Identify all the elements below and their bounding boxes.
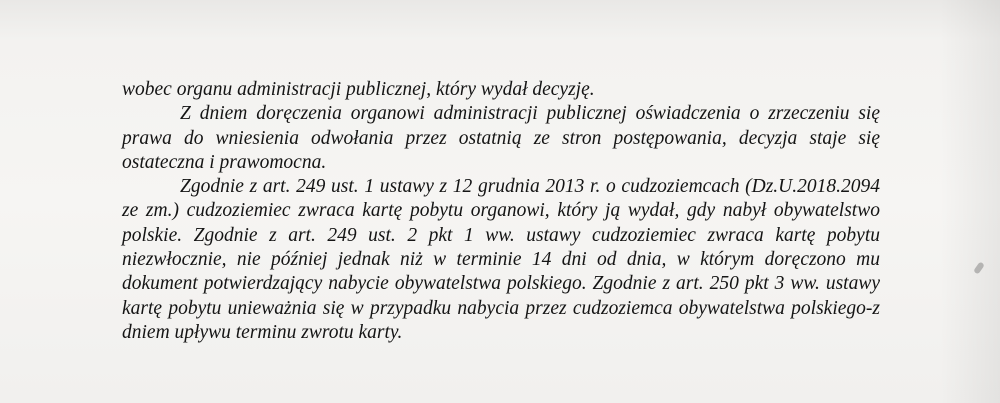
- page-edge-shadow: [940, 0, 1000, 403]
- paragraph-residence-card-return: Zgodnie z art. 249 ust. 1 ustawy z 12 grudnia 2013 r. o cudzoziemcach (Dz.U.2018.2094 ze zm.) cudzoziemiec zwraca kartę pobytu organowi, który ją wydał, gdy nabył obywatelstwo polskie. Zgodnie z art. 249 ust. 2 pkt 1 ww. ustawy cudzoziemiec zwraca kartę pobytu niezwłocznie, nie później jednak niż w terminie 14 dni od dnia, w którym doręczono mu dokument potwierdzający nabycie obywatelstwa polskiego. Zgodnie z art. 250 pkt 3 ww. ustawy kartę pobytu unieważnia się w przypadku nabycia przez cudzoziemca obywatelstwa polskiego-z dniem upływu terminu zwrotu karty.: [122, 176, 880, 343]
- paragraph-waiver-of-appeal: Z dniem doręczenia organowi administracji publicznej oświadczenia o zrzeczeniu się prawa do wniesienia odwołania przez ostatnią ze stron postępowania, decyzja staje się ostateczna i prawomocna.: [122, 103, 880, 173]
- document-text: [122, 78, 880, 345]
- paragraph-decision-authority: wobec organu administracji publicznej, który wydał decyzję.: [122, 79, 595, 100]
- reverse-side-bleed-through: [118, 360, 958, 400]
